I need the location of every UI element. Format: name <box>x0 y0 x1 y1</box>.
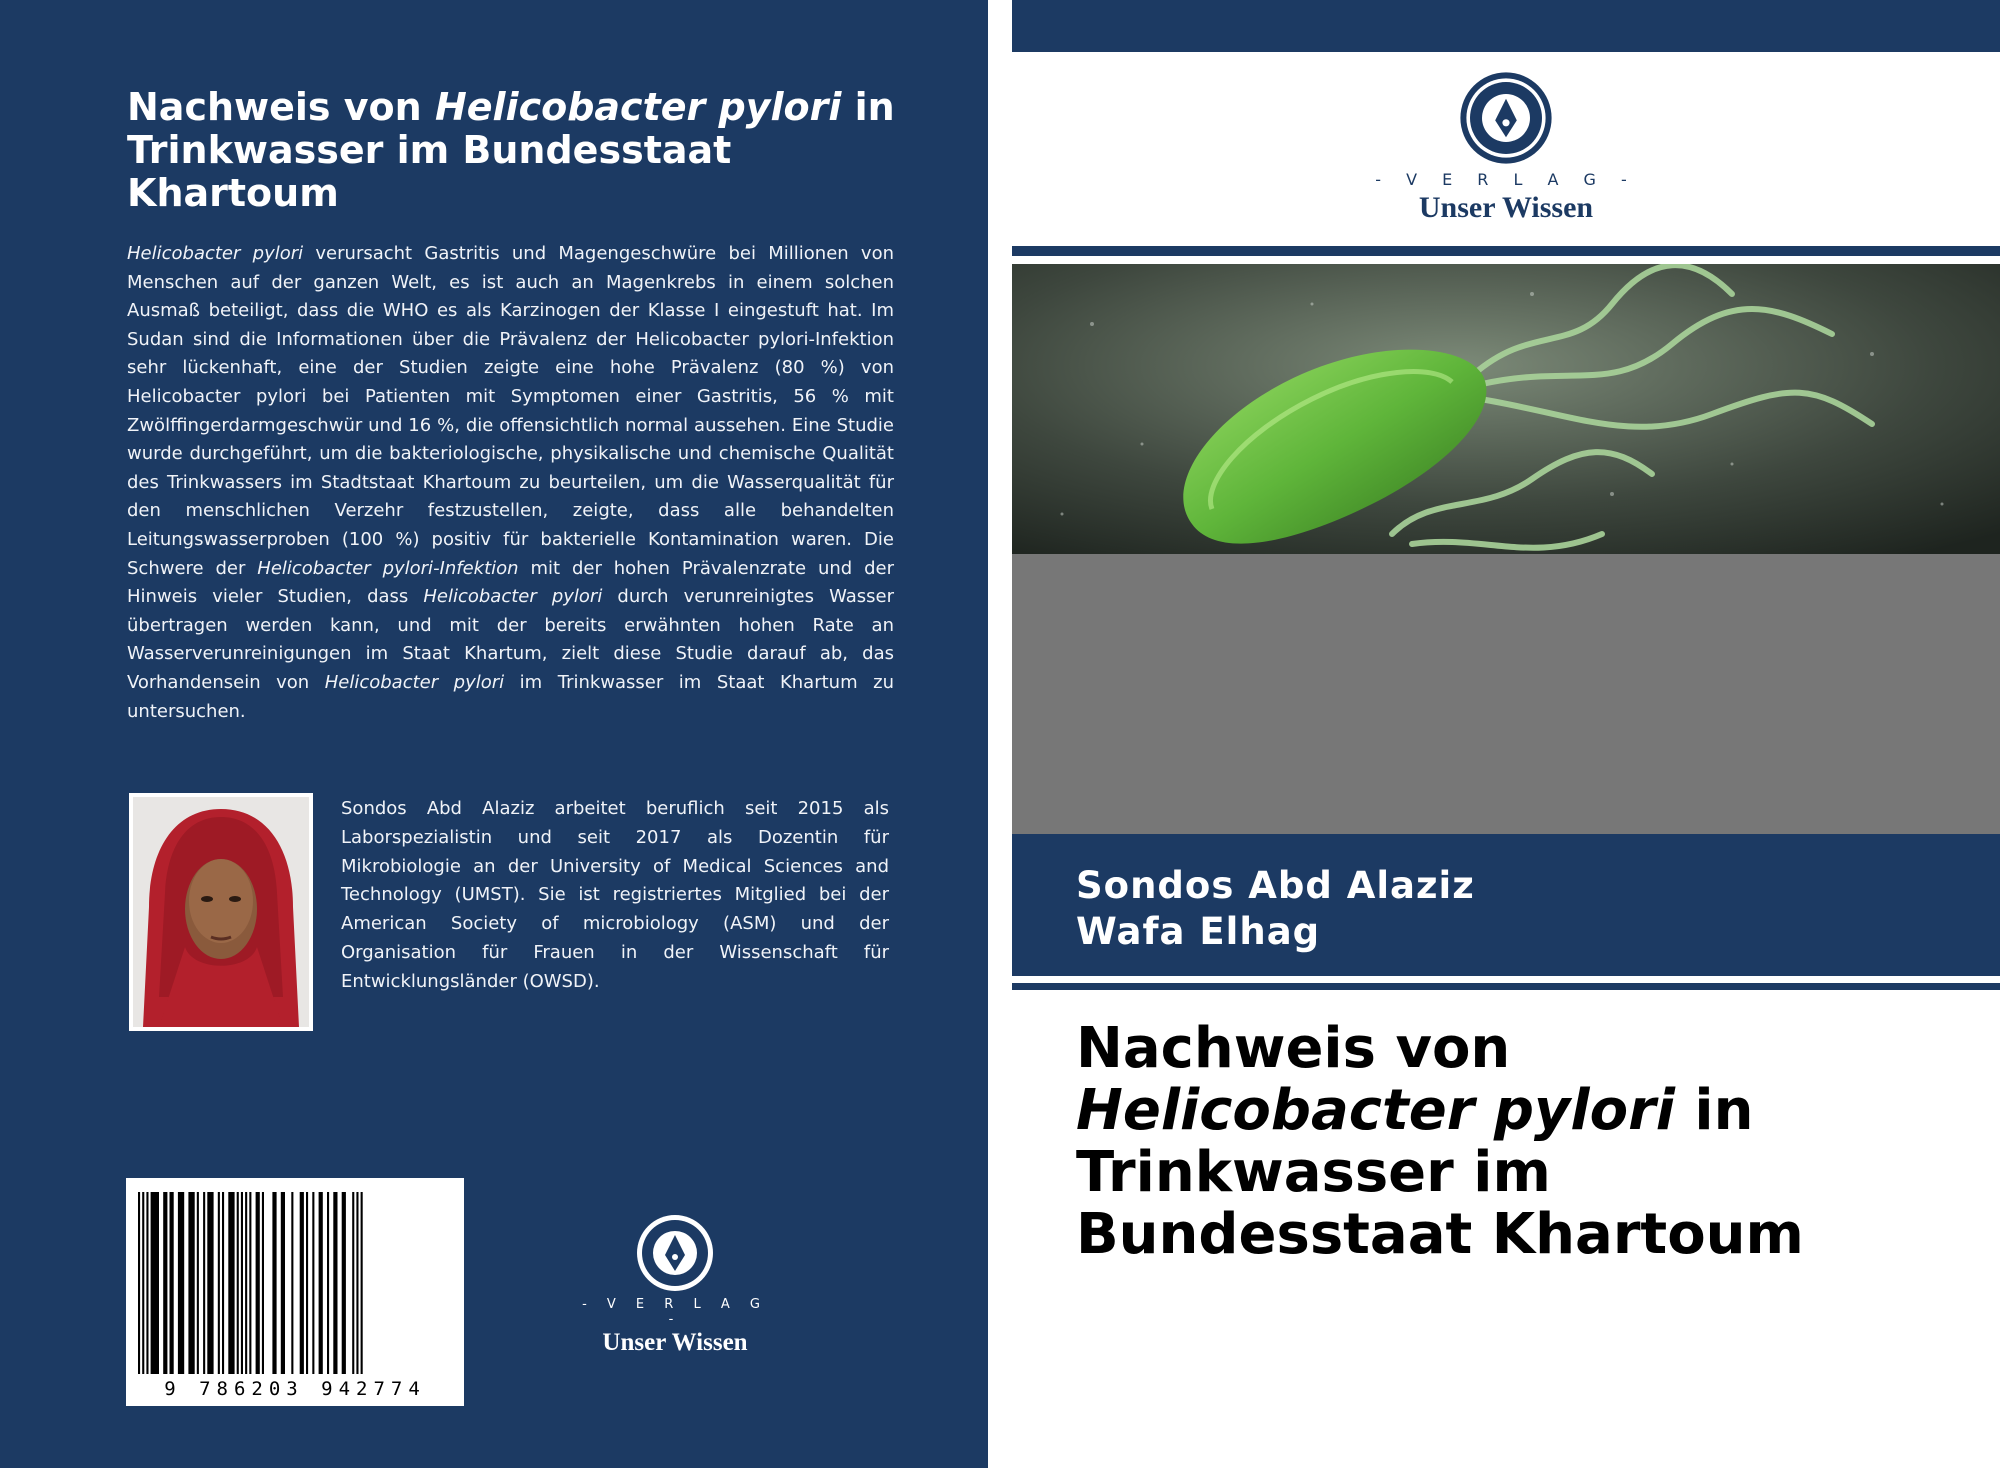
front-title-line-1: Nachweis von <box>1076 1016 1511 1081</box>
blurb-italic-term: Helicobacter pylori <box>423 586 603 608</box>
blurb-italic-term: Helicobacter pylori <box>127 243 304 264</box>
barcode-bar <box>142 1192 144 1374</box>
back-cover <box>0 0 988 1468</box>
barcode-bar <box>178 1192 184 1374</box>
publisher-verlag-label: - V E R L A G - <box>582 1297 768 1327</box>
barcode-bar <box>245 1192 247 1374</box>
back-title-part-1: Nachweis von <box>127 85 435 129</box>
publisher-name: Unser Wissen <box>602 1329 748 1356</box>
front-title-in: in <box>1674 1078 1754 1143</box>
author-name-1: Sondos Abd Alaziz <box>1076 864 1475 907</box>
barcode-bar <box>228 1192 234 1374</box>
grey-band <box>1012 554 2000 834</box>
publisher-logo-front <box>1012 70 2000 225</box>
publisher-verlag-label: - V E R L A G - <box>1375 170 1637 189</box>
barcode-bar <box>146 1192 148 1374</box>
author-photo <box>129 793 313 1031</box>
back-title-part-2: in Trinkwasser im Bundesstaat Khartoum <box>127 85 895 215</box>
front-cover <box>1012 0 2000 1468</box>
author-bio: Sondos Abd Alaziz arbeitet beruflich seit 2015 als Laborspezialistin und seit 2017 als Dozentin für Mikrobiologie an der University of Medical Sciences and Technology (UMST). Sie ist registriertes Mitglied bei der American Society of microbiology (ASM) und der Organisation für Frauen in der Wissenschaft für Entwicklungsländer (OWSD). <box>341 798 889 992</box>
barcode-bar <box>300 1192 304 1374</box>
barcode-bar <box>327 1192 329 1374</box>
barcode-bar <box>170 1192 174 1374</box>
barcode-bar <box>138 1192 140 1374</box>
back-cover-title <box>127 86 907 215</box>
barcode-bar <box>291 1192 293 1374</box>
barcode-bar <box>312 1192 314 1374</box>
publisher-seal-icon <box>1012 70 2000 166</box>
spine <box>988 0 1012 1468</box>
barcode-bar <box>256 1192 260 1374</box>
blurb-italic-term: Helicobacter pylori-Infektion <box>257 557 519 579</box>
front-title-line-4: Bundesstaat Khartoum <box>1076 1202 1804 1267</box>
blurb-italic-term: Helicobacter pylori <box>324 671 505 693</box>
barcode-bar <box>272 1192 276 1374</box>
barcode-bar <box>207 1192 213 1374</box>
author-name-2: Wafa Elhag <box>1076 910 1321 953</box>
publisher-seal-icon <box>580 1213 770 1293</box>
barcode-bar <box>342 1192 346 1374</box>
barcode-bar <box>222 1192 224 1374</box>
divider-rule <box>1012 246 2000 256</box>
barcode-bar <box>319 1192 323 1374</box>
blurb-run: verursacht Gastritis und Magengeschwüre bei Millionen von Menschen auf der ganzen Welt, es ist auch an Magenkrebs in einem solchen Ausmaß beteiligt, dass die WHO es als Karzinogen der Klasse I eingestuft hat. Im Sudan sind die Informationen über die Prävalenz der Helicobacter pylori-Infektion sehr lückenhaft, eine der Studien zeigte eine hohe Prävalenz (80 %) von Helicobacter pylori bei Patienten mit Symptomen einer Gastritis, 56 % mit Zwölffingerdarmgeschwür und 16 %, die offensichtlich normal aussehen. Eine Studie wurde durchgeführt, um die bakteriologische, physikalische und chemische Qualität des Trinkwassers im Stadtstaat Khartoum zu beurteilen, um die Wasserqualität für den menschlichen Verzehr festzustellen, zeigte, dass alle behandelten Leitungswasserproben (100 %) positiv für bakterielle Kontamination waren. Die Schwere der <box>127 243 894 579</box>
barcode-bar <box>281 1192 285 1374</box>
barcode-bar <box>197 1192 199 1374</box>
isbn-number: 9 786203 942774 <box>164 1378 426 1400</box>
divider-rule <box>1012 983 2000 990</box>
front-title-line-3: Trinkwasser im <box>1076 1140 1551 1205</box>
publisher-logo-back <box>580 1213 770 1357</box>
barcode-bar <box>306 1192 308 1374</box>
barcode-bar <box>249 1192 251 1374</box>
back-title-italic: Helicobacter pylori <box>434 85 842 129</box>
publisher-name: Unser Wissen <box>1418 191 1594 224</box>
blurb-run: mit der hohen Prävalenzrate und der Hinweis vieler Studien, dass <box>127 557 894 608</box>
front-cover-title <box>1076 1018 1956 1266</box>
barcode-bar <box>241 1192 243 1374</box>
barcode-bar <box>361 1192 363 1374</box>
front-title-italic: Helicobacter pylori <box>1076 1078 1675 1143</box>
barcode-bar <box>356 1192 358 1374</box>
top-color-bar <box>1012 0 2000 52</box>
barcode-bar <box>203 1192 205 1374</box>
bacterium-illustration <box>1012 264 2000 554</box>
blurb-run: im Trinkwasser im Staat Khartum zu untersuchen. <box>127 671 894 722</box>
blurb-text <box>127 240 894 726</box>
barcode-bar <box>237 1192 239 1374</box>
author-band <box>1012 834 2000 976</box>
barcode-bar <box>333 1192 337 1374</box>
barcode-bar <box>352 1192 354 1374</box>
barcode-icon <box>126 1178 464 1378</box>
barcode <box>126 1178 464 1406</box>
barcode-bar <box>151 1192 159 1374</box>
blurb-run: durch verunreinigtes Wasser übertragen werden kann, und mit der bereits erwähnten hohen Rate an Wasserverunreinigungen im Staat Khartum, zielt diese Studie darauf ab, das Vorhandensein von <box>127 586 894 693</box>
barcode-bar <box>163 1192 167 1374</box>
barcode-bar <box>188 1192 194 1374</box>
barcode-bar <box>262 1192 264 1374</box>
barcode-bar <box>218 1192 220 1374</box>
